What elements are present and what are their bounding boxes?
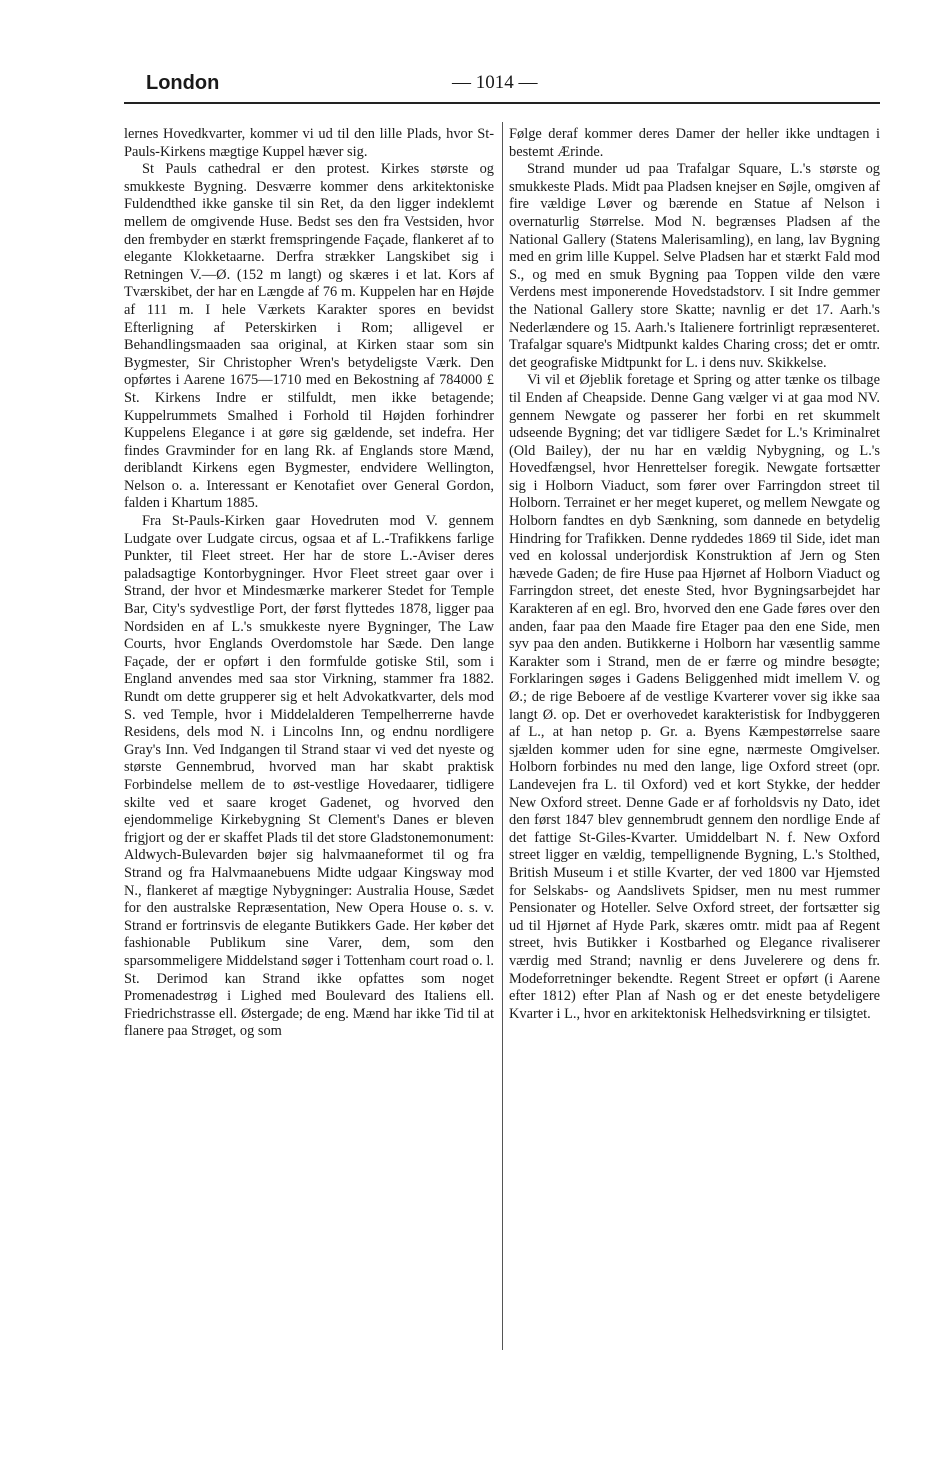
running-header bbox=[0, 70, 928, 100]
left-column bbox=[124, 126, 494, 1041]
paragraph: Fra St-Pauls-Kirken gaar Hovedruten mod V. gennem Ludgate over Ludgate circus, ogsaa et af L.-Trafikkens farlige Punkter, til Fleet street. Her har de store L.-Aviser deres paladsagtige Kontorbygninger. Hvor Fleet street gaar over i Strand, der hvor et Mindesmærke markerer Stedet for Temple Bar, City's sydvestlige Port, der først flyttedes 1878, ligger paa Nordsiden en af L.'s smukkeste nyere Bygninger, The Law Courts, hvor Englands Overdomstole har Sæde. Den lange Façade, der er opført i den formfulde gotiske Stil, som i England anvendes med saa stor Virkning, stammer fra 1882. Rundt om dette grupperer sig et helt Advokatkvarter, dels mod S. ved Temple, hvor i Middelalderen Tempelherrerne havde Residens, dels mod N. i Lincolns Inn, og endnu nordligere Gray's Inn. Ved Indgangen til Strand staar vi ved det nyeste og største Gennembrud, hvorved man har skabt praktisk Forbindelse mellem de to øst-vestlige Hovedaarer, tidligere skilte ved et saare kroget Gadenet, og hvorved den ejendommelige Kirkebygning St Clement's Danes er bleven frigjort og der er skaffet Plads til det store Gladstonemonument: Aldwych-Bulevarden bøjer sig halvmaaneformet til og fra Strand og fra Halvmaanebuens Midte udgaar Kingsway mod N., flankeret af mægtige Nybygninger: Australia House, Sædet for den australske Repræsentation, New Opera House o. s. v. Strand er fortrinsvis de elegante Butikkers Gade. Her køber det fashionable Publikum sine Varer, dem, som den sparsommeligere Middelstand søger i Tottenham court road o. l. St. Derimod kan Strand ikke opfattes som noget Promenadestrøg i Lighed med Boulevard des Italiens ell. Friedrichstrasse ell. Østergade; de eng. Mænd har ikke Tid til at flanere paa Strøget, og som bbox=[124, 513, 494, 1040]
paragraph: lernes Hovedkvarter, kommer vi ud til den lille Plads, hvor St-Pauls-Kirkens mægtige Kuppel hæver sig. bbox=[124, 126, 494, 160]
page-number: — 1014 — bbox=[452, 72, 538, 93]
paragraph: Strand munder ud paa Trafalgar Square, L.'s største og smukkeste Plads. Midt paa Pladsen knejser en Søjle, omgiven af fire vældige Løver og bærende en Statue af Nelson i overnaturlig Størrelse. Mod N. begrænses Pladsen af the National Gallery (Statens Malerisamling), en lang, lav Bygning med en grim lille Kuppel. Selve Pladsen har et stærkt Fald mod S., og med en smuk Bygning paa Toppen vilde den være Verdens mest imponerende Hovedstadstorv. I sit Indre gemmer the National Gallery store Skatte; navnlig er det 17. Aarh.'s Nederlændere og 15. Aarh.'s Italienere fortrinligt repræsenteret. Trafalgar square's Midtpunkt kaldes Charing cross; det er omtr. det geografiske Midtpunkt for L. i dens nuv. Skikkelse. bbox=[509, 161, 880, 371]
column-divider bbox=[502, 122, 503, 1350]
right-column bbox=[509, 126, 880, 1023]
header-rule bbox=[124, 102, 880, 104]
header-title: London bbox=[146, 72, 220, 94]
paragraph: Følge deraf kommer deres Damer der heller ikke undtagen i bestemt Ærinde. bbox=[509, 126, 880, 160]
paragraph: St Pauls cathedral er den protest. Kirkes største og smukkeste Bygning. Desværre kommer dens arkitektoniske Fuldendthed ikke ganske til sin Ret, da den ligger indeklemt mellem de omgivende Huse. Bedst ses den fra Vestsiden, hvor den frembyder en stærkt fremspringende Façade, flankeret af to elegante Klokketaarne. Derfra strækker Langskibet sig i Retningen V.—Ø. (152 m langt) og skæres i et lat. Kors af Tværskibet, der har en Længde af 76 m. Kuppelen har en Højde af 111 m. I hele Værkets Karakter spores en bevidst Efterligning af Peterskirken i Rom; alligevel er Behandlingsmaaden saa original, at Kirken staar som sin Bygmester, Sir Christopher Wren's betydeligste Værk. Den opførtes i Aarene 1675—1710 med en Bekostning af 784000 £ St. Kirkens Indre er stilfuldt, men ikke betagende; Kuppelrummets Smalhed i Forhold til Højden forhindrer Kuppelens Elegance i at gøre sig gældende, set indefra. Her findes Gravminder for en lang Rk. af Englands store Mænd, deriblandt Kirkens egen Bygmester, endvidere Wellington, Nelson o. a. Interessant er Kenotafiet over General Gordon, falden i Khartum 1885. bbox=[124, 161, 494, 512]
paragraph: Vi vil et Øjeblik foretage et Spring og atter tænke os tilbage til Enden af Cheapside. Denne Gang vælger vi at gaa mod NV. gennem Newgate og passerer her forbi en ret skummelt udseende Bygning; det var tidligere Sædet for L.'s Kriminalret (Old Bailey), der nu har en vældig Nybygning, og L.'s Hovedfængsel, hvor Henrettelser foregik. Newgate fortsætter sig i Holborn Viaduct, som fører over Farringdon street til Holborn. Terrainet er her meget kuperet, og mellem Newgate og Holborn fandtes en dyb Sænkning, som dannede en betydelig Hindring for Trafikken. Denne ryddedes 1869 til Side, idet man ved en kolossal underjordisk Konstruktion af Jern og Sten hævede Gaden; de fire Huse paa Hjørnet af Holborn Viaduct og Farringdon street, det eneste Sted, hvor Bygningsarbejdet har Karakteren af en egl. Bro, hvorved den ene Gade føres over den anden, faar paa den Maade fire Etager paa den ene Side, men syv paa den anden. Butikkerne i Holborn har væsentlig samme Karakter som i Strand, men de er færre og mindre besøgte; Forklaringen søges i Gadens Beliggenhed midt imellem V. og Ø.; de rige Beboere af de vestlige Kvarterer vover sig ikke saa langt Ø. op. Det er overhovedet karakteristisk for Indbyggeren af L., at han netop p. Gr. a. Byens Kæmpestørrelse saare sjælden kommer uden for sine egne, nærmeste Omgivelser. Holborn forbindes nu med den lange, lige Oxford street (opr. Landevejen fra L. til Oxford) ved et kort Stykke, der hedder New Oxford street. Denne Gade er af forholdsvis ny Dato, idet den først 1847 blev gennembrudt gennem den nordlige Ende af det fattige St-Giles-Kvarter. Umiddelbart N. f. New Oxford street ligger en vældig, tempellignende Bygning, L.'s Stolthed, British Museum i et stille Kvarter, der ved 1800 var Hjemsted for Selskabs- og Aandslivets Spidser, men nu mest rummer Pensionater og Hoteller. Selve Oxford street, der fortsætter sig ud til Hjørnet af Hyde Park, skæres omtr. midt paa af Regent street, hvis Butikker i Kostbarhed og Elegance rivaliserer værdig med Strand; navnlig er dens Juvelerere og dens fr. Modeforretninger bekendte. Regent Street er opført (i Aarene efter 1812) efter Plan af Nash og er det eneste betydeligere Kvarter i L., hvor en arkitektonisk Helhedsvirkning er tilsigtet. bbox=[509, 372, 880, 1022]
